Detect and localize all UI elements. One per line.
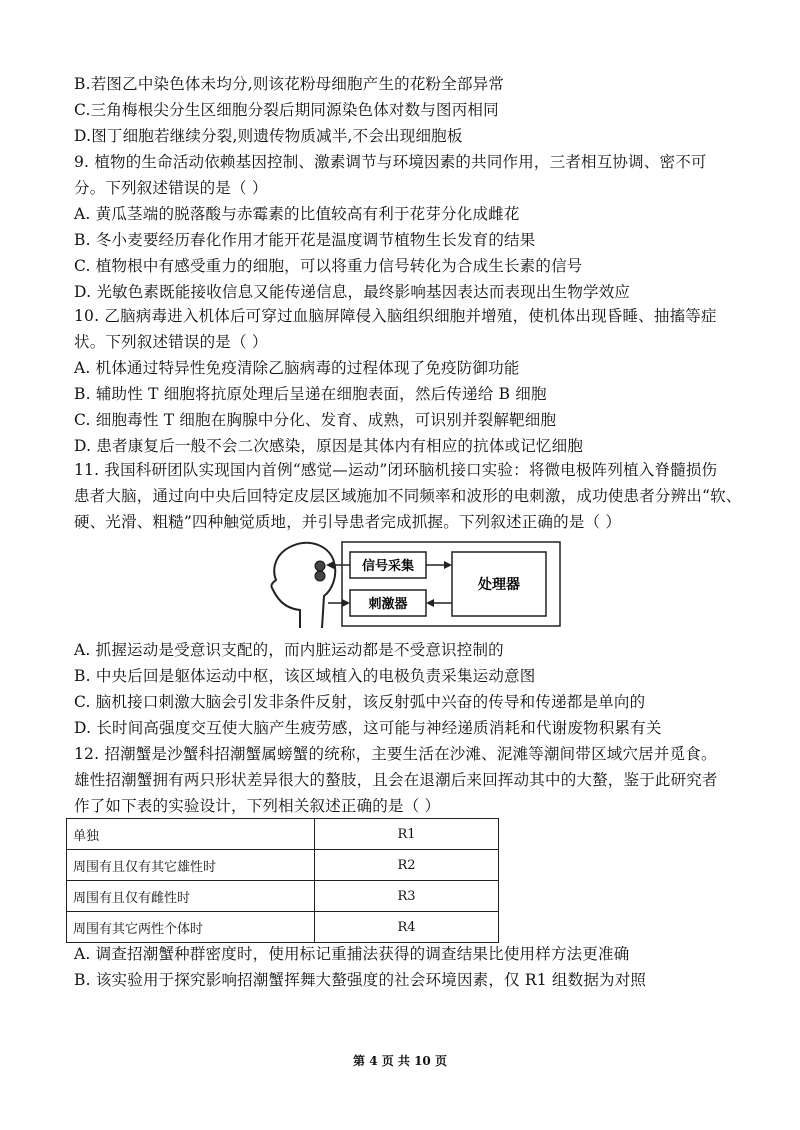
question-11-stem-cont2: 硬、光滑、粗糙”四种触觉质地，并引导患者完成抓握。下列叙述正确的是（ ）	[74, 513, 622, 531]
stimulator-label: 刺激器	[368, 597, 408, 612]
table-row	[67, 850, 499, 881]
option-10b: B. 辅助性 T 细胞将抗原处理后呈递在细胞表面，然后传递给 B 细胞	[74, 385, 547, 403]
option-9a: A. 黄瓜茎端的脱落酸与赤霉素的比值较高有利于花芽分化成雌花	[74, 205, 520, 223]
table-row	[67, 881, 499, 912]
option-10d: D. 患者康复后一般不会二次感染，原因是其体内有相应的抗体或记忆细胞	[74, 437, 584, 455]
table-row	[67, 912, 499, 943]
table-cell-result: R2	[315, 850, 499, 881]
option-11d: D. 长时间高强度交互使大脑产生疲劳感，这可能与神经递质消耗和代谢废物积累有关	[74, 719, 662, 737]
option-12b: B. 该实验用于探究影响招潮蟹挥舞大螯强度的社会环境因素，仅 R1 组数据为对照	[74, 971, 647, 989]
question-9-stem: 9. 植物的生命活动依赖基因控制、激素调节与环境因素的共同作用，三者相互协调、密不可	[74, 153, 707, 171]
option-12a: A. 调查招潮蟹种群密度时，使用标记重捕法获得的调查结果比使用样方法更准确	[74, 945, 630, 963]
question-10-stem-cont: 状。下列叙述错误的是（ ）	[74, 333, 268, 351]
question-10-stem: 10. 乙脑病毒进入机体后可穿过血脑屏障侵入脑组织细胞并增殖，使机体出现昏睡、抽搐等症	[74, 307, 717, 325]
question-11-stem: 11. 我国科研团队实现国内首例“感觉—运动”闭环脑机接口实验：将微电极阵列植入脊髓损伤	[74, 461, 718, 479]
question-12-stem: 12. 招潮蟹是沙蟹科招潮蟹属螃蟹的统称，主要生活在沙滩、泥滩等潮间带区域穴居并觅食。	[74, 745, 717, 763]
signal-collection-label: 信号采集	[361, 559, 415, 574]
table-cell-condition: 周围有其它两性个体时	[67, 912, 315, 943]
option-9b: B. 冬小麦要经历春化作用才能开花是温度调节植物生长发育的结果	[74, 231, 536, 249]
table-cell-condition: 单独	[67, 819, 315, 850]
option-11c: C. 脑机接口刺激大脑会引发非条件反射，该反射弧中兴奋的传导和传递都是单向的	[74, 693, 646, 711]
option-8c: C.三角梅根尖分生区细胞分裂后期同源染色体对数与图丙相同	[74, 101, 499, 119]
brain-computer-interface-diagram	[262, 540, 562, 630]
option-10c: C. 细胞毒性 T 细胞在胸腺中分化、发育、成熟，可识别并裂解靶细胞	[74, 411, 557, 429]
option-8d: D.图丁细胞若继续分裂,则遗传物质减半,不会出现细胞板	[74, 127, 463, 145]
option-10a: A. 机体通过特异性免疫清除乙脑病毒的过程体现了免疫防御功能	[74, 359, 520, 377]
head-profile-icon	[271, 543, 335, 628]
question-9-stem-cont: 分。下列叙述错误的是（ ）	[74, 179, 268, 197]
option-8b: B.若图乙中染色体未均分,则该花粉母细胞产生的花粉全部异常	[74, 75, 505, 93]
table-cell-result: R1	[315, 819, 499, 850]
table-cell-result: R4	[315, 912, 499, 943]
question-12-stem-cont2: 作了如下表的实验设计，下列相关叙述正确的是（ ）	[74, 797, 441, 815]
processor-label: 处理器	[478, 577, 520, 593]
table-cell-result: R3	[315, 881, 499, 912]
electrode-icon	[315, 571, 325, 581]
experiment-table	[66, 818, 499, 943]
question-12-stem-cont1: 雄性招潮蟹拥有两只形状差异很大的螯肢，且会在退潮后来回挥动其中的大螯，鉴于此研究者	[74, 771, 718, 789]
option-11b: B. 中央后回是躯体运动中枢，该区域植入的电极负责采集运动意图	[74, 667, 536, 685]
table-cell-condition: 周围有且仅有雌性时	[67, 881, 315, 912]
option-11a: A. 抓握运动是受意识支配的，而内脏运动都是不受意识控制的	[74, 641, 504, 659]
table-cell-condition: 周围有且仅有其它雄性时	[67, 850, 315, 881]
option-9c: C. 植物根中有感受重力的细胞，可以将重力信号转化为合成生长素的信号	[74, 257, 583, 275]
page-footer: 第 4 页 共 10 页	[353, 1054, 447, 1068]
arrow-right-icon	[342, 599, 350, 607]
electrode-icon	[315, 561, 325, 571]
question-11-stem-cont1: 患者大脑，通过向中央后回特定皮层区域施加不同频率和波形的电刺激，成功使患者分辨出“软、	[74, 487, 742, 505]
option-9d: D. 光敏色素既能接收信息又能传递信息，最终影响基因表达而表现出生物学效应	[74, 283, 631, 301]
arrow-left-icon	[326, 561, 334, 569]
table-row	[67, 819, 499, 850]
arrow-left-icon	[426, 599, 434, 607]
arrow-right-icon	[444, 561, 452, 569]
